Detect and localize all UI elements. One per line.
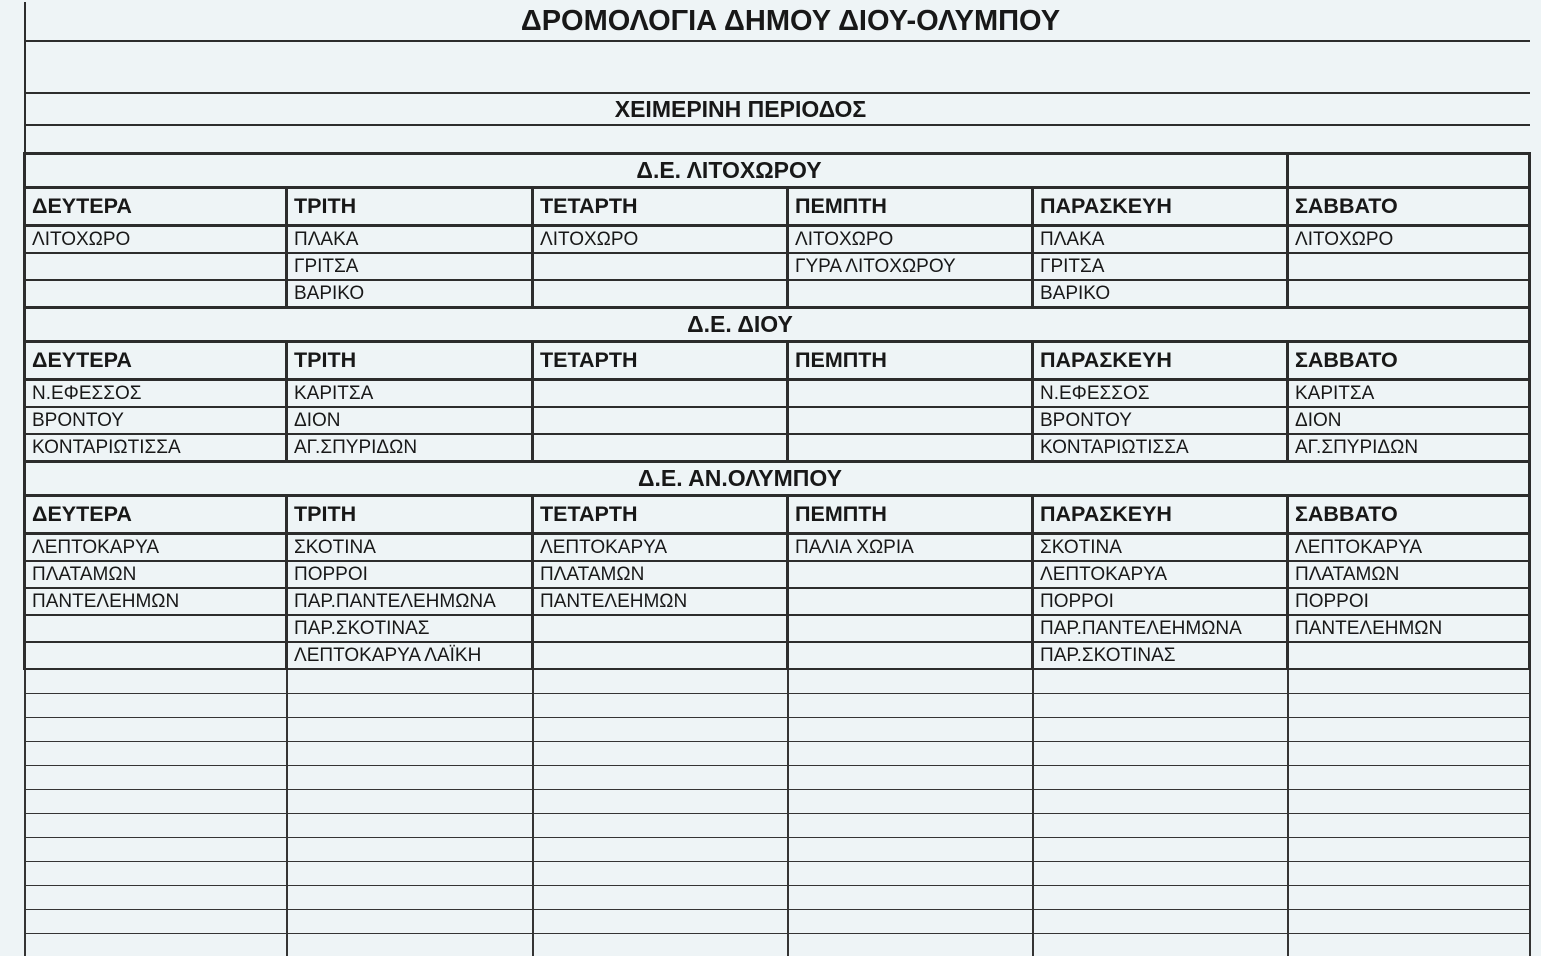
schedule-cell xyxy=(25,280,287,308)
schedule-cell: ΒΡΟΝΤΟΥ xyxy=(25,407,287,434)
empty-row xyxy=(25,790,1530,814)
schedule-cell: ΛΙΤΟΧΩΡΟ xyxy=(25,226,287,254)
day-header: ΔΕΥΤΕΡΑ xyxy=(25,188,287,226)
day-header: ΤΕΤΑΡΤΗ xyxy=(533,496,788,534)
empty-cell xyxy=(788,669,1033,694)
schedule-cell: Ν.ΕΦΕΣΣΟΣ xyxy=(1033,380,1288,408)
empty-cell xyxy=(287,718,533,742)
empty-cell xyxy=(533,838,788,862)
schedule-cell xyxy=(788,434,1033,462)
empty-cell xyxy=(788,790,1033,814)
schedule-cell xyxy=(533,615,788,642)
schedule-table xyxy=(23,2,1531,956)
schedule-cell: ΔΙΟΝ xyxy=(287,407,533,434)
schedule-row xyxy=(25,534,1530,562)
empty-cell xyxy=(25,742,287,766)
schedule-cell: ΓΡΙΤΣΑ xyxy=(287,253,533,280)
day-header-row xyxy=(25,496,1530,534)
empty-cell xyxy=(1033,742,1288,766)
day-header: ΤΕΤΑΡΤΗ xyxy=(533,342,788,380)
schedule-cell: ΛΕΠΤΟΚΑΡΥΑ xyxy=(533,534,788,562)
schedule-row xyxy=(25,253,1530,280)
schedule-cell xyxy=(25,615,287,642)
schedule-cell: ΚΑΡΙΤΣΑ xyxy=(1288,380,1530,408)
schedule-cell: ΠΑΝΤΕΛΕΗΜΩΝ xyxy=(1288,615,1530,642)
section-header-row xyxy=(25,154,1530,188)
schedule-cell xyxy=(25,642,287,669)
schedule-cell: ΔΙΟΝ xyxy=(1288,407,1530,434)
empty-cell xyxy=(533,886,788,910)
empty-cell xyxy=(25,694,287,718)
schedule-row xyxy=(25,561,1530,588)
empty-cell xyxy=(287,814,533,838)
schedule-cell xyxy=(25,253,287,280)
empty-cell xyxy=(25,886,287,910)
blank-cell xyxy=(25,125,1530,154)
schedule-cell xyxy=(788,280,1033,308)
empty-cell xyxy=(1033,718,1288,742)
empty-cell xyxy=(533,718,788,742)
empty-rows-block xyxy=(25,669,1530,956)
schedule-cell: ΠΟΡΡΟΙ xyxy=(1288,588,1530,615)
schedule-row xyxy=(25,588,1530,615)
empty-cell xyxy=(788,934,1033,956)
section-title: Δ.Ε. ΛΙΤΟΧΩΡΟΥ xyxy=(25,154,1288,188)
schedule-row xyxy=(25,642,1530,669)
schedule-cell xyxy=(533,642,788,669)
empty-cell xyxy=(1033,694,1288,718)
day-header: ΔΕΥΤΕΡΑ xyxy=(25,342,287,380)
empty-cell xyxy=(1288,814,1530,838)
empty-cell xyxy=(287,910,533,934)
empty-cell xyxy=(1033,886,1288,910)
schedule-row xyxy=(25,280,1530,308)
day-header: ΤΡΙΤΗ xyxy=(287,496,533,534)
empty-cell xyxy=(533,862,788,886)
day-header: ΠΑΡΑΣΚΕΥΗ xyxy=(1033,188,1288,226)
schedule-cell: ΛΙΤΟΧΩΡΟ xyxy=(788,226,1033,254)
schedule-cell xyxy=(788,615,1033,642)
schedule-row xyxy=(25,615,1530,642)
schedule-cell: ΛΙΤΟΧΩΡΟ xyxy=(533,226,788,254)
section-header-row xyxy=(25,462,1530,496)
empty-cell xyxy=(788,766,1033,790)
schedule-cell: ΒΑΡΙΚΟ xyxy=(1033,280,1288,308)
empty-row xyxy=(25,814,1530,838)
schedule-cell xyxy=(1288,642,1530,669)
schedule-cell: ΠΛΑΤΑΜΩΝ xyxy=(533,561,788,588)
blank-row xyxy=(25,125,1530,154)
schedule-cell: ΒΡΟΝΤΟΥ xyxy=(1033,407,1288,434)
empty-cell xyxy=(287,934,533,956)
section-header-empty-cell xyxy=(1288,154,1530,188)
empty-cell xyxy=(533,910,788,934)
section-header-row xyxy=(25,308,1530,342)
empty-cell xyxy=(533,669,788,694)
empty-cell xyxy=(1033,814,1288,838)
empty-cell xyxy=(25,814,287,838)
day-header-row xyxy=(25,188,1530,226)
empty-cell xyxy=(1288,742,1530,766)
empty-cell xyxy=(788,742,1033,766)
empty-cell xyxy=(25,790,287,814)
empty-cell xyxy=(287,886,533,910)
empty-cell xyxy=(788,694,1033,718)
title-row xyxy=(25,2,1530,41)
schedule-cell xyxy=(533,407,788,434)
schedule-cell: ΠΑΝΤΕΛΕΗΜΩΝ xyxy=(25,588,287,615)
empty-cell xyxy=(533,694,788,718)
day-header: ΣΑΒΒΑΤΟ xyxy=(1288,188,1530,226)
empty-row xyxy=(25,886,1530,910)
empty-cell xyxy=(1288,862,1530,886)
schedule-cell xyxy=(788,588,1033,615)
empty-cell xyxy=(1033,790,1288,814)
empty-cell xyxy=(287,862,533,886)
schedule-cell: ΠΑΡ.ΣΚΟΤΙΝΑΣ xyxy=(287,615,533,642)
schedule-row xyxy=(25,407,1530,434)
schedule-cell: ΣΚΟΤΙΝΑ xyxy=(1033,534,1288,562)
schedule-row xyxy=(25,226,1530,254)
schedule-cell: ΠΑΡ.ΣΚΟΤΙΝΑΣ xyxy=(1033,642,1288,669)
empty-row xyxy=(25,694,1530,718)
empty-cell xyxy=(788,910,1033,934)
schedule-cell: ΠΛΑΤΑΜΩΝ xyxy=(25,561,287,588)
empty-cell xyxy=(1288,669,1530,694)
schedule-cell: ΑΓ.ΣΠΥΡΙΔΩΝ xyxy=(287,434,533,462)
empty-cell xyxy=(1288,694,1530,718)
empty-cell xyxy=(25,718,287,742)
empty-cell xyxy=(533,814,788,838)
period-title: ΧΕΙΜΕΡΙΝΗ ΠΕΡΙΟΔΟΣ xyxy=(25,93,1530,125)
empty-row xyxy=(25,669,1530,694)
day-header: ΤΡΙΤΗ xyxy=(287,188,533,226)
schedule-cell xyxy=(788,380,1033,408)
empty-cell xyxy=(25,934,287,956)
schedule-cell: ΛΕΠΤΟΚΑΡΥΑ xyxy=(1288,534,1530,562)
empty-cell xyxy=(1288,934,1530,956)
empty-row xyxy=(25,862,1530,886)
day-header: ΠΕΜΠΤΗ xyxy=(788,188,1033,226)
schedule-cell: ΠΛΑΚΑ xyxy=(287,226,533,254)
blank-cell xyxy=(25,41,1530,93)
schedule-cell: ΠΑΝΤΕΛΕΗΜΩΝ xyxy=(533,588,788,615)
schedule-cell: ΣΚΟΤΙΝΑ xyxy=(287,534,533,562)
empty-cell xyxy=(25,862,287,886)
schedule-cell: ΠΟΡΡΟΙ xyxy=(287,561,533,588)
schedule-row xyxy=(25,380,1530,408)
day-header: ΠΑΡΑΣΚΕΥΗ xyxy=(1033,496,1288,534)
day-header: ΔΕΥΤΕΡΑ xyxy=(25,496,287,534)
empty-cell xyxy=(25,766,287,790)
schedule-cell xyxy=(1288,280,1530,308)
schedule-cell xyxy=(533,280,788,308)
empty-cell xyxy=(788,838,1033,862)
schedule-cell: ΓΥΡΑ ΛΙΤΟΧΩΡΟΥ xyxy=(788,253,1033,280)
empty-cell xyxy=(287,669,533,694)
empty-cell xyxy=(1288,886,1530,910)
section-title: Δ.Ε. ΔΙΟΥ xyxy=(25,308,1530,342)
empty-cell xyxy=(1033,669,1288,694)
empty-cell xyxy=(287,790,533,814)
schedule-cell xyxy=(788,642,1033,669)
empty-cell xyxy=(1288,910,1530,934)
empty-cell xyxy=(1033,766,1288,790)
day-header-row xyxy=(25,342,1530,380)
schedule-cell xyxy=(788,561,1033,588)
section-title: Δ.Ε. ΑΝ.ΟΛΥΜΠΟΥ xyxy=(25,462,1530,496)
empty-cell xyxy=(287,742,533,766)
empty-cell xyxy=(287,694,533,718)
day-header: ΣΑΒΒΑΤΟ xyxy=(1288,496,1530,534)
schedule-cell: ΠΑΡ.ΠΑΝΤΕΛΕΗΜΩΝΑ xyxy=(287,588,533,615)
empty-cell xyxy=(1288,838,1530,862)
empty-cell xyxy=(287,838,533,862)
empty-row xyxy=(25,910,1530,934)
empty-cell xyxy=(788,862,1033,886)
day-header: ΠΕΜΠΤΗ xyxy=(788,496,1033,534)
empty-row xyxy=(25,742,1530,766)
empty-cell xyxy=(533,934,788,956)
empty-cell xyxy=(788,886,1033,910)
schedule-cell xyxy=(1288,253,1530,280)
page-title: ΔΡΟΜΟΛΟΓΙΑ ΔΗΜΟΥ ΔΙΟΥ-ΟΛΥΜΠΟΥ xyxy=(25,2,1530,41)
day-header: ΤΡΙΤΗ xyxy=(287,342,533,380)
day-header: ΠΑΡΑΣΚΕΥΗ xyxy=(1033,342,1288,380)
empty-cell xyxy=(1033,862,1288,886)
schedule-cell: ΓΡΙΤΣΑ xyxy=(1033,253,1288,280)
empty-cell xyxy=(1288,718,1530,742)
schedule-cell: ΛΕΠΤΟΚΑΡΥΑ xyxy=(1033,561,1288,588)
day-header: ΤΕΤΑΡΤΗ xyxy=(533,188,788,226)
empty-cell xyxy=(533,790,788,814)
day-header: ΣΑΒΒΑΤΟ xyxy=(1288,342,1530,380)
empty-row xyxy=(25,718,1530,742)
empty-row xyxy=(25,934,1530,956)
schedule-cell: ΠΑΛΙΑ ΧΩΡΙΑ xyxy=(788,534,1033,562)
schedule-cell: ΠΛΑΤΑΜΩΝ xyxy=(1288,561,1530,588)
period-row xyxy=(25,93,1530,125)
schedule-cell: ΚΑΡΙΤΣΑ xyxy=(287,380,533,408)
schedule-cell: ΚΟΝΤΑΡΙΩΤΙΣΣΑ xyxy=(25,434,287,462)
schedule-cell: ΛΕΠΤΟΚΑΡΥΑ xyxy=(25,534,287,562)
schedule-cell xyxy=(533,380,788,408)
schedule-cell: ΑΓ.ΣΠΥΡΙΔΩΝ xyxy=(1288,434,1530,462)
schedule-cell: ΛΕΠΤΟΚΑΡΥΑ ΛΑΪΚΗ xyxy=(287,642,533,669)
schedule-cell: ΒΑΡΙΚΟ xyxy=(287,280,533,308)
empty-cell xyxy=(287,766,533,790)
blank-row xyxy=(25,41,1530,93)
empty-cell xyxy=(25,838,287,862)
empty-cell xyxy=(25,910,287,934)
schedule-cell: ΠΑΡ.ΠΑΝΤΕΛΕΗΜΩΝΑ xyxy=(1033,615,1288,642)
schedule-cell xyxy=(788,407,1033,434)
empty-cell xyxy=(1033,910,1288,934)
empty-cell xyxy=(533,766,788,790)
empty-cell xyxy=(25,669,287,694)
schedule-cell: ΠΛΑΚΑ xyxy=(1033,226,1288,254)
schedule-row xyxy=(25,434,1530,462)
empty-cell xyxy=(533,742,788,766)
schedule-cell: ΛΙΤΟΧΩΡΟ xyxy=(1288,226,1530,254)
empty-cell xyxy=(1033,838,1288,862)
schedule-cell xyxy=(533,434,788,462)
day-header: ΠΕΜΠΤΗ xyxy=(788,342,1033,380)
empty-cell xyxy=(1033,934,1288,956)
empty-cell xyxy=(788,718,1033,742)
empty-cell xyxy=(788,814,1033,838)
schedule-cell xyxy=(533,253,788,280)
empty-row xyxy=(25,838,1530,862)
schedule-cell: Ν.ΕΦΕΣΣΟΣ xyxy=(25,380,287,408)
empty-cell xyxy=(1288,766,1530,790)
schedule-cell: ΚΟΝΤΑΡΙΩΤΙΣΣΑ xyxy=(1033,434,1288,462)
empty-row xyxy=(25,766,1530,790)
schedule-cell: ΠΟΡΡΟΙ xyxy=(1033,588,1288,615)
empty-cell xyxy=(1288,790,1530,814)
